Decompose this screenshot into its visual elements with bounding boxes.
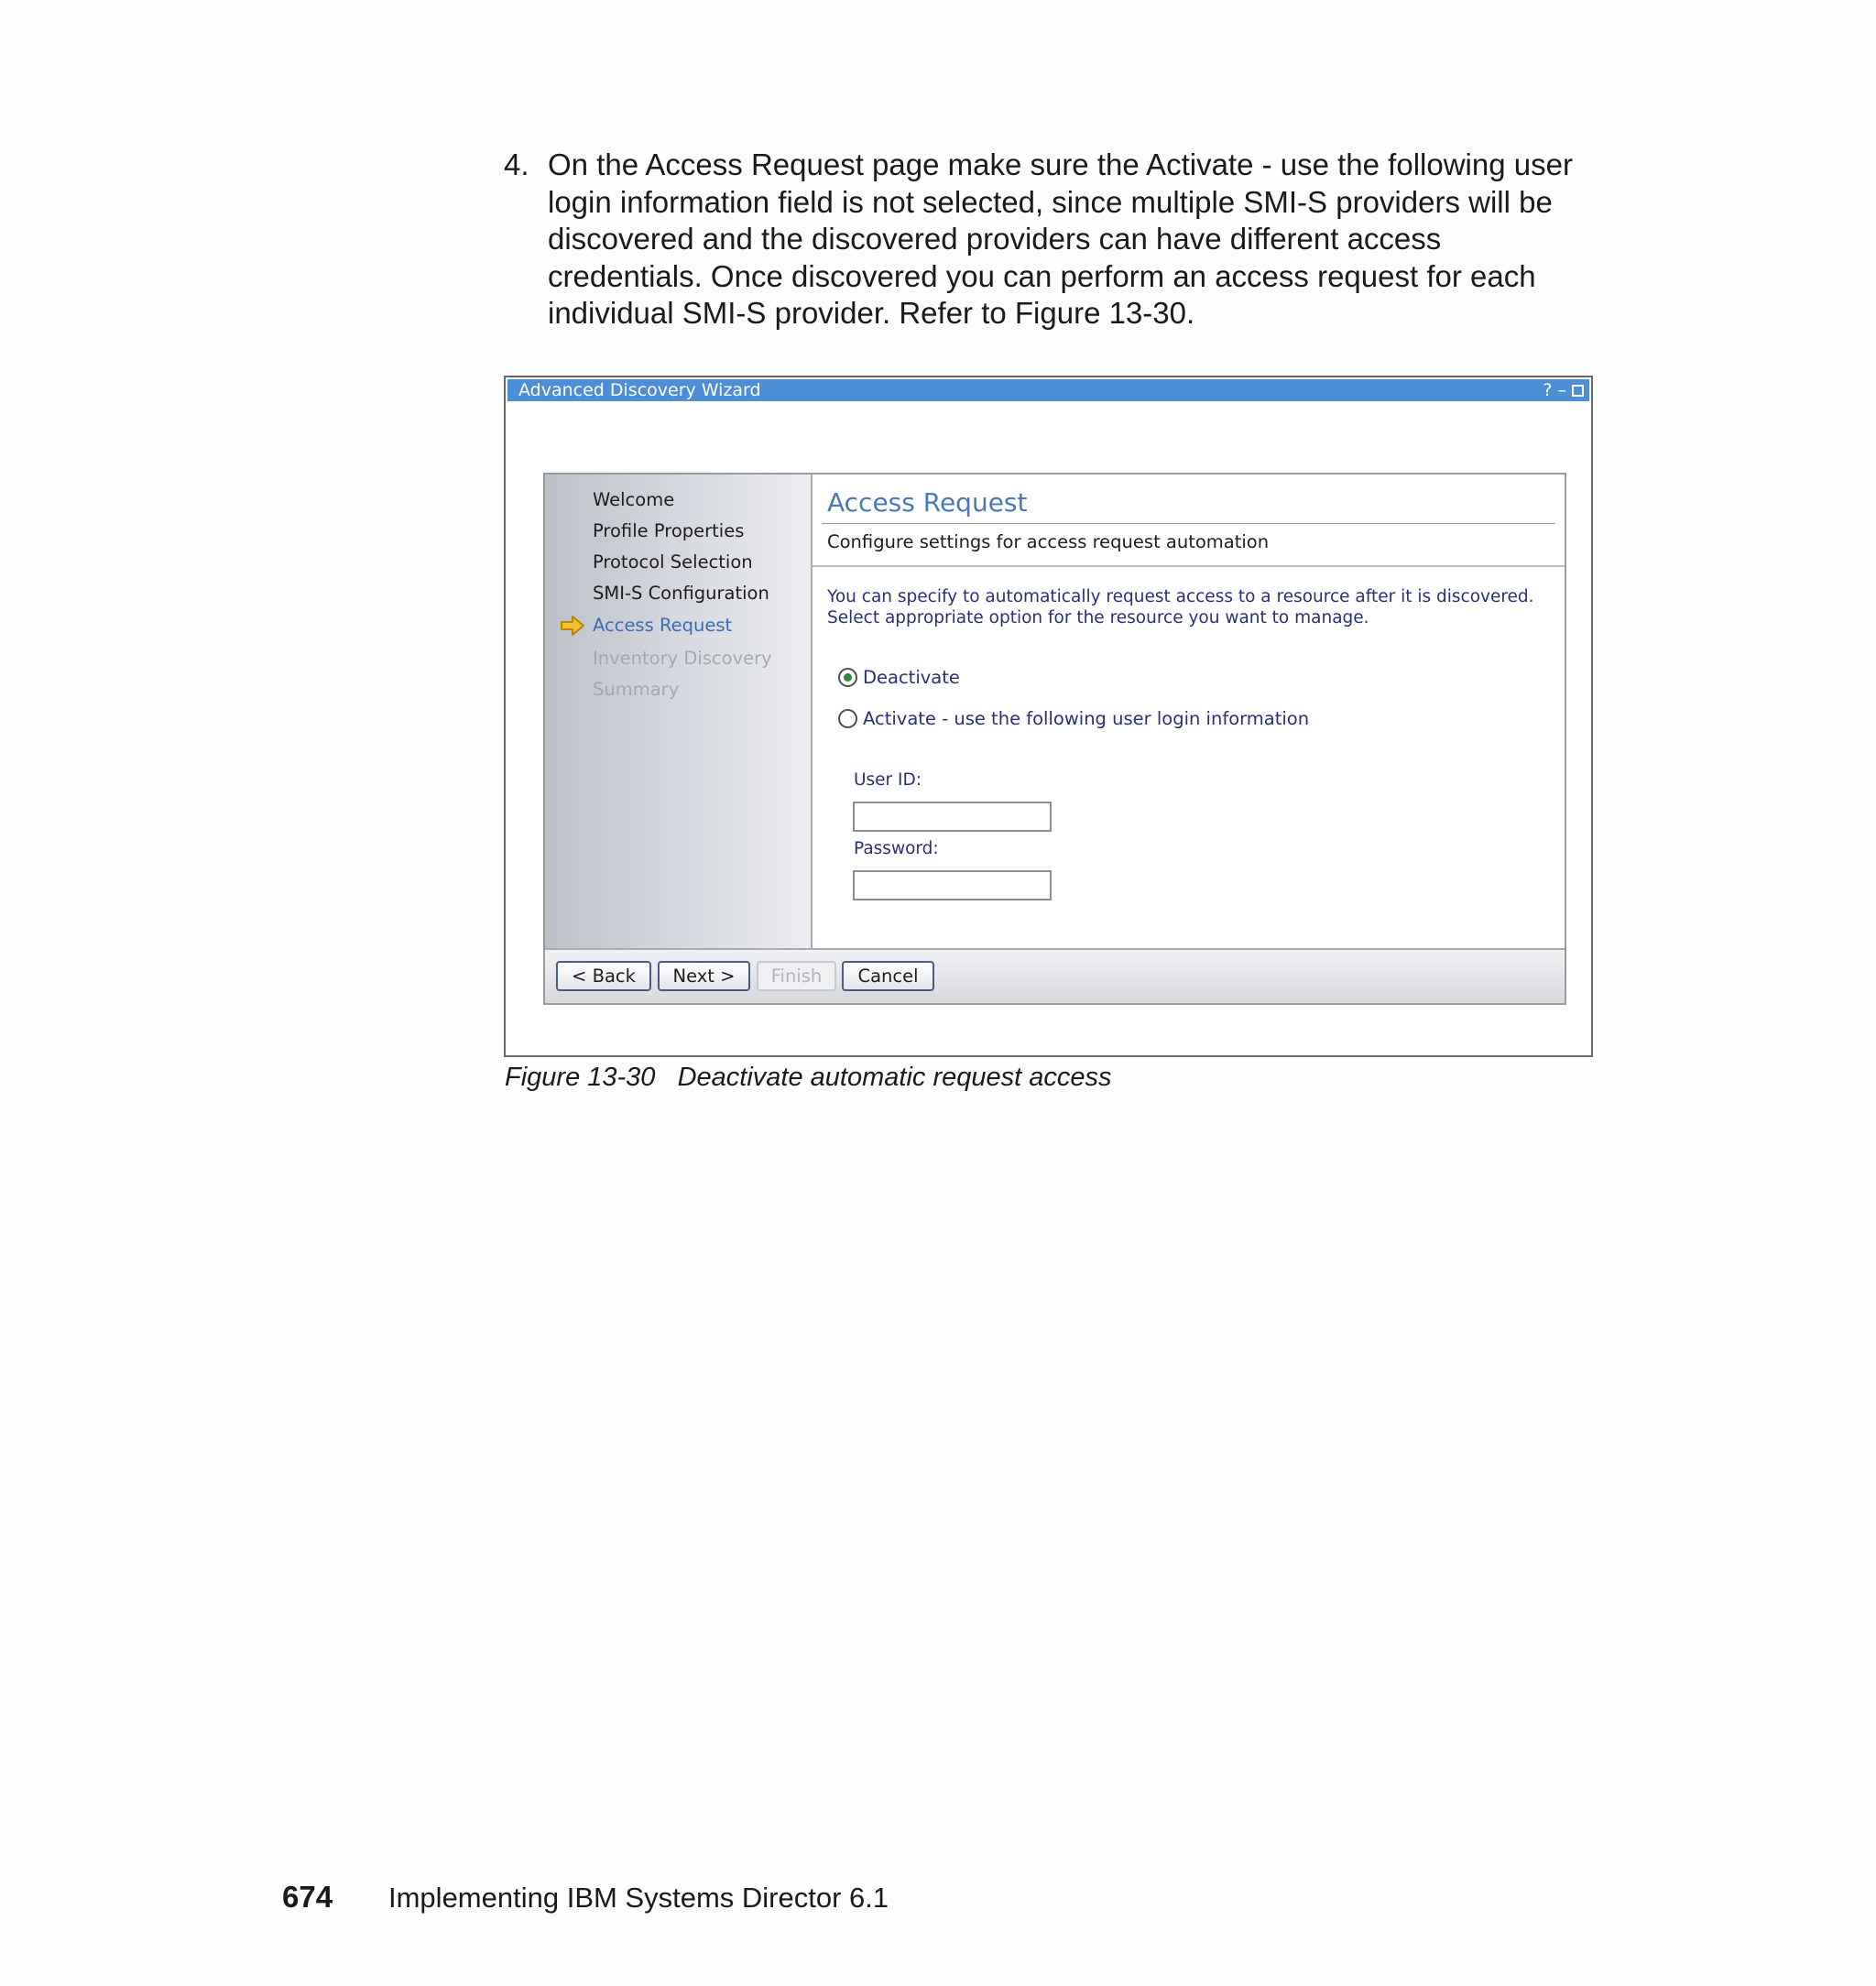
nav-step-smi-s-configuration[interactable]: SMI-S Configuration bbox=[593, 583, 769, 604]
figure-caption: Figure 13-30 Deactivate automatic request access bbox=[505, 1063, 1112, 1092]
nav-step-access-request[interactable]: Access Request bbox=[593, 615, 733, 636]
finish-button: Finish bbox=[757, 961, 836, 991]
user-id-label: User ID: bbox=[854, 770, 922, 790]
password-input[interactable] bbox=[853, 870, 1052, 900]
deactivate-label[interactable]: Deactivate bbox=[863, 667, 960, 688]
page-subtitle: Configure settings for access request automation bbox=[827, 531, 1270, 552]
user-id-input[interactable] bbox=[853, 802, 1052, 832]
book-title: Implementing IBM Systems Director 6.1 bbox=[388, 1882, 889, 1914]
activate-radio[interactable] bbox=[838, 709, 857, 728]
window-titlebar bbox=[507, 379, 1589, 401]
nav-step-profile-properties[interactable]: Profile Properties bbox=[593, 520, 745, 541]
wizard-panel bbox=[543, 473, 1566, 1005]
back-button[interactable]: < Back bbox=[556, 961, 651, 991]
nav-step-welcome[interactable]: Welcome bbox=[593, 489, 675, 510]
maximize-icon[interactable] bbox=[1572, 385, 1584, 397]
minimize-icon[interactable]: – bbox=[1557, 380, 1566, 400]
wizard-content bbox=[813, 475, 1565, 950]
window-title: Advanced Discovery Wizard bbox=[518, 380, 761, 400]
page-description: You can specify to automatically request access to a resource after it is discovered. Select appropriate option for the resource you want to manage. bbox=[827, 587, 1534, 627]
step-text: On the Access Request page make sure the Activate - use the following user login information field is not selected, since multiple SMI-S providers will be discovered and the discovered providers can have different access credentials. Once discovered you can perform an access request for each individual SMI-S provider. Refer to Figure 13-30. bbox=[548, 147, 1573, 330]
title-divider bbox=[822, 523, 1555, 524]
current-step-arrow-icon bbox=[560, 615, 585, 637]
page-number: 674 bbox=[282, 1880, 333, 1914]
nav-step-protocol-selection[interactable]: Protocol Selection bbox=[593, 551, 753, 573]
nav-step-summary: Summary bbox=[593, 679, 680, 700]
step-number: 4. bbox=[504, 147, 529, 181]
activate-label[interactable]: Activate - use the following user login information bbox=[863, 708, 1310, 729]
page-title: Access Request bbox=[827, 487, 1028, 518]
header-divider bbox=[813, 565, 1565, 567]
wizard-button-bar bbox=[545, 948, 1565, 1003]
nav-step-inventory-discovery: Inventory Discovery bbox=[593, 648, 772, 669]
wizard-screenshot bbox=[504, 376, 1593, 1057]
next-button[interactable]: Next > bbox=[658, 961, 750, 991]
deactivate-radio[interactable] bbox=[838, 668, 857, 687]
option-activate[interactable] bbox=[838, 708, 1309, 729]
help-icon[interactable]: ? bbox=[1543, 380, 1553, 400]
option-deactivate[interactable] bbox=[838, 667, 960, 688]
cancel-button[interactable]: Cancel bbox=[842, 961, 934, 991]
step-paragraph bbox=[504, 147, 1603, 333]
window-controls bbox=[1543, 379, 1584, 401]
password-label: Password: bbox=[854, 839, 939, 858]
wizard-steps-nav bbox=[545, 475, 813, 950]
